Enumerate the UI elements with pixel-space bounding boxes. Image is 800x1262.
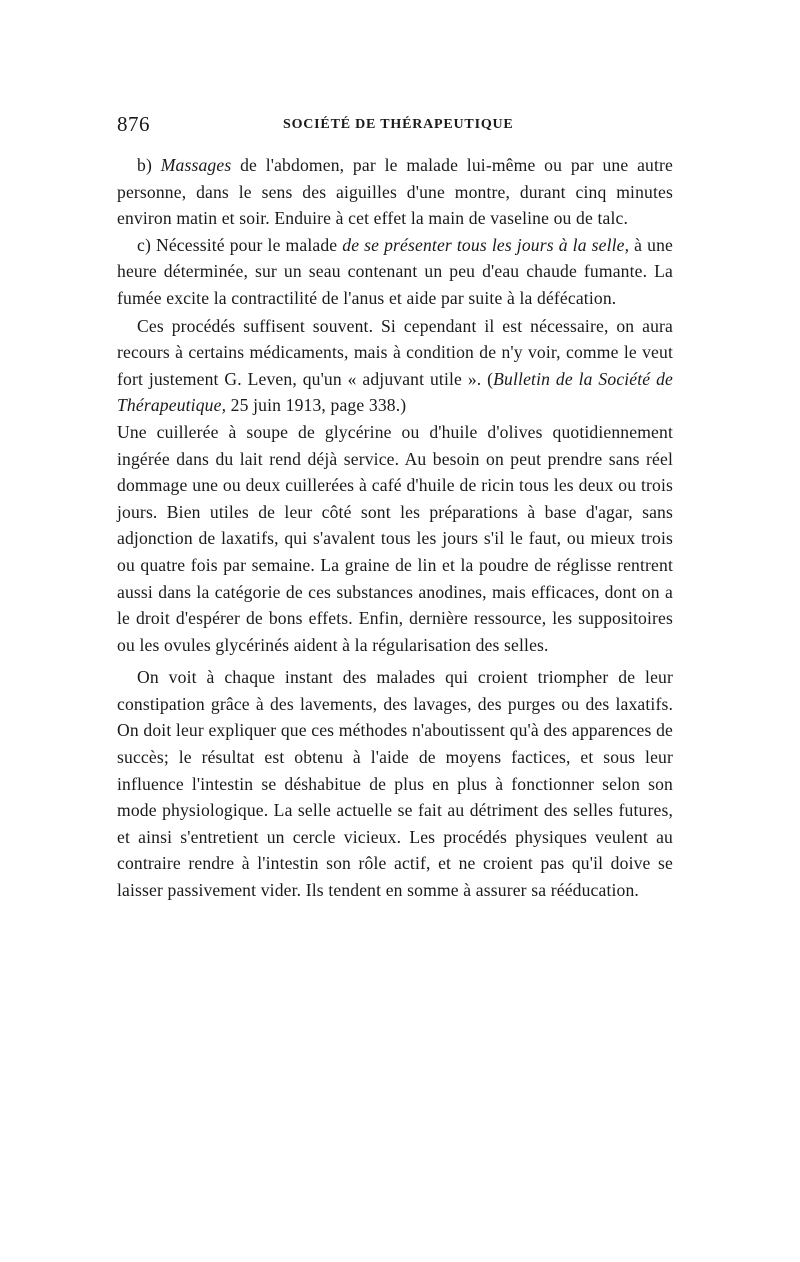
paragraph-text: 25 juin 1913, page 338.) [226, 395, 407, 416]
paragraph-procedes [117, 313, 673, 419]
paragraph-reeducation: On voit à chaque instant des malades qui croient triompher de leur constipation grâce à des lavements, des lavages, des purges ou des laxatifs. On doit leur expliquer que ces méthodes n'aboutissent qu'à des apparences de succès; le résultat est obtenu à l'aide de moyens factices, et sous leur influence l'intestin se déshabitue de plus en plus à fonctionner selon son mode physiologique. La selle actuelle se fait au détriment des selles futures, et ainsi s'entretient un cercle vicieux. Les procédés physiques veulent au contraire rendre à l'intestin son rôle actif, et ne croient pas qu'il doive se laisser passivement vider. Ils tendent en somme à assurer sa rééducation. [117, 667, 673, 901]
citation-journal: Bulletin [493, 368, 551, 389]
italic-term: Massages [160, 155, 232, 175]
paragraph-selle [117, 232, 673, 312]
paragraph-text: c) Nécessité pour le malade [137, 234, 343, 255]
page-number: 876 [117, 112, 150, 136]
paragraph-text: b) [137, 155, 161, 175]
paragraph-medicaments: Une cuillerée à soupe de glycérine ou d'huile d'olives quotidiennement ingérée dans du lait rend déjà service. Au besoin on peut prendre sans réel dommage une ou deux cuillerées à café d'huile de ricin tous les deux ou trois jours. Bien utiles de leur côté sont les préparations à base d'agar, sans adjonction de laxatifs, qui s'avalent tous les jours s'il le faut, ou mieux trois ou quatre fois par semaine. La graine de lin et la poudre de réglisse rentrent aussi dans la catégorie de ces substances anodines, mais efficaces, dont on a le droit d'espérer de bons effets. Enfin, dernière ressource, les suppositoires ou les ovules glycérinés aident à la régularisation des selles. [117, 421, 673, 655]
running-head [117, 112, 673, 138]
paragraph-massages [117, 152, 673, 232]
italic-phrase: de se présenter tous les jours à la selle, [342, 234, 630, 255]
paragraph-text: Ces procédés suffisent souvent. Si cependant il est nécessaire, on aura recours à certains médicaments, mais à condition de n'y voir, comme le veut fort justement G. Leven, qu'un « adjuvant utile ». ( [117, 315, 673, 389]
running-title: SOCIÉTÉ DE THÉRAPEUTIQUE [283, 117, 514, 132]
citation-journal-title: de la Société de Thérapeutique, [117, 368, 673, 416]
book-page [117, 112, 673, 904]
paragraph-text: à une heure déterminée, sur un seau contenant un peu d'eau chaude fumante. La fumée excite la contractilité de l'anus et aide par suite à la défécation. [117, 234, 673, 308]
paragraph-text: de l'abdomen, par le malade lui-même ou par une autre personne, dans le sens des aiguilles d'une montre, durant cinq minutes environ matin et soir. Enduire à cet effet la main de vaseline ou de talc. [117, 155, 673, 229]
